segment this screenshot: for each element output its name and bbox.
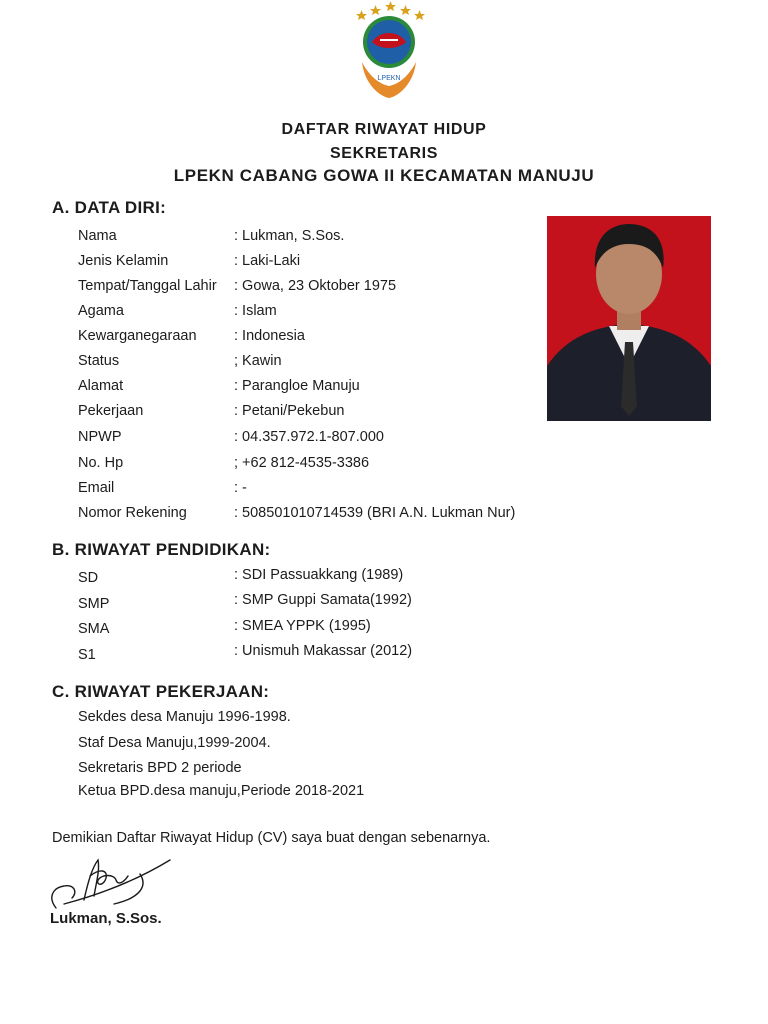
edu-label-sma: SMA: [78, 621, 110, 637]
doc-title: DAFTAR RIWAYAT HIDUP: [281, 121, 487, 138]
field-label-status: Status: [78, 353, 120, 369]
field-label-nomor-rekening: Nomor Rekening: [78, 505, 187, 521]
edu-value-sma: : SMEA YPPK (1995): [234, 618, 371, 634]
field-value-status: ; Kawin: [234, 353, 282, 369]
profile-photo: [547, 216, 711, 421]
field-value-nomor-rekening: : 508501010714539 (BRI A.N. Lukman Nur): [234, 505, 516, 521]
edu-label-sd: SD: [78, 570, 99, 586]
doc-subtitle-branch: LPEKN CABANG GOWA II KECAMATAN MANUJU: [173, 166, 595, 185]
field-value-email: : -: [234, 480, 247, 496]
section-heading-pendidikan: B. RIWAYAT PENDIDIKAN:: [52, 540, 271, 559]
field-label-email: Email: [78, 480, 115, 496]
work-item: Sekdes desa Manuju 1996-1998.: [78, 709, 291, 725]
field-label-agama: Agama: [78, 303, 124, 319]
field-label-npwp: NPWP: [78, 429, 122, 445]
edu-label-s1: S1: [78, 647, 96, 663]
field-value-jenis-kelamin: : Laki-Laki: [234, 253, 301, 269]
field-value-alamat: : Parangloe Manuju: [234, 378, 360, 394]
signature-scribble: [44, 846, 184, 916]
edu-value-smp: : SMP Guppi Samata(1992): [234, 592, 412, 608]
field-label-nama: Nama: [78, 228, 117, 244]
doc-subtitle-position: SEKRETARIS: [330, 145, 438, 162]
field-label-kewarganegaraan: Kewarganegaraan: [78, 328, 197, 344]
field-value-pekerjaan: : Petani/Pekebun: [234, 403, 345, 419]
edu-value-sd: : SDI Passuakkang (1989): [234, 567, 404, 583]
section-heading-pekerjaan: C. RIWAYAT PEKERJAAN:: [52, 682, 270, 701]
field-label-no-hp: No. Hp: [78, 455, 124, 471]
field-value-npwp: : 04.357.972.1-807.000: [234, 429, 384, 445]
field-label-alamat: Alamat: [78, 378, 124, 394]
edu-value-s1: : Unismuh Makassar (2012): [234, 643, 413, 659]
section-heading-data-diri: A. DATA DIRI:: [52, 198, 167, 217]
field-label-pekerjaan: Pekerjaan: [78, 403, 144, 419]
closing-statement: Demikian Daftar Riwayat Hidup (CV) saya buat dengan sebenarnya.: [52, 830, 491, 846]
work-item: Ketua BPD.desa manuju,Periode 2018-2021: [78, 783, 365, 799]
field-value-agama: : Islam: [234, 303, 277, 319]
field-value-no-hp: ; +62 812-4535-3386: [234, 455, 370, 471]
field-label-ttl: Tempat/Tanggal Lahir: [78, 278, 217, 294]
field-label-jenis-kelamin: Jenis Kelamin: [78, 253, 169, 269]
logo-text: LPEKN: [377, 75, 401, 82]
field-value-ttl: : Gowa, 23 Oktober 1975: [234, 278, 397, 294]
signer-name: Lukman, S.Sos.: [50, 910, 162, 927]
work-item: Staf Desa Manuju,1999-2004.: [78, 735, 271, 751]
edu-label-smp: SMP: [78, 596, 110, 612]
lpekn-logo: [350, 0, 428, 104]
field-value-nama: : Lukman, S.Sos.: [234, 228, 345, 244]
field-value-kewarganegaraan: : Indonesia: [234, 328, 305, 344]
work-item: Sekretaris BPD 2 periode: [78, 760, 242, 776]
